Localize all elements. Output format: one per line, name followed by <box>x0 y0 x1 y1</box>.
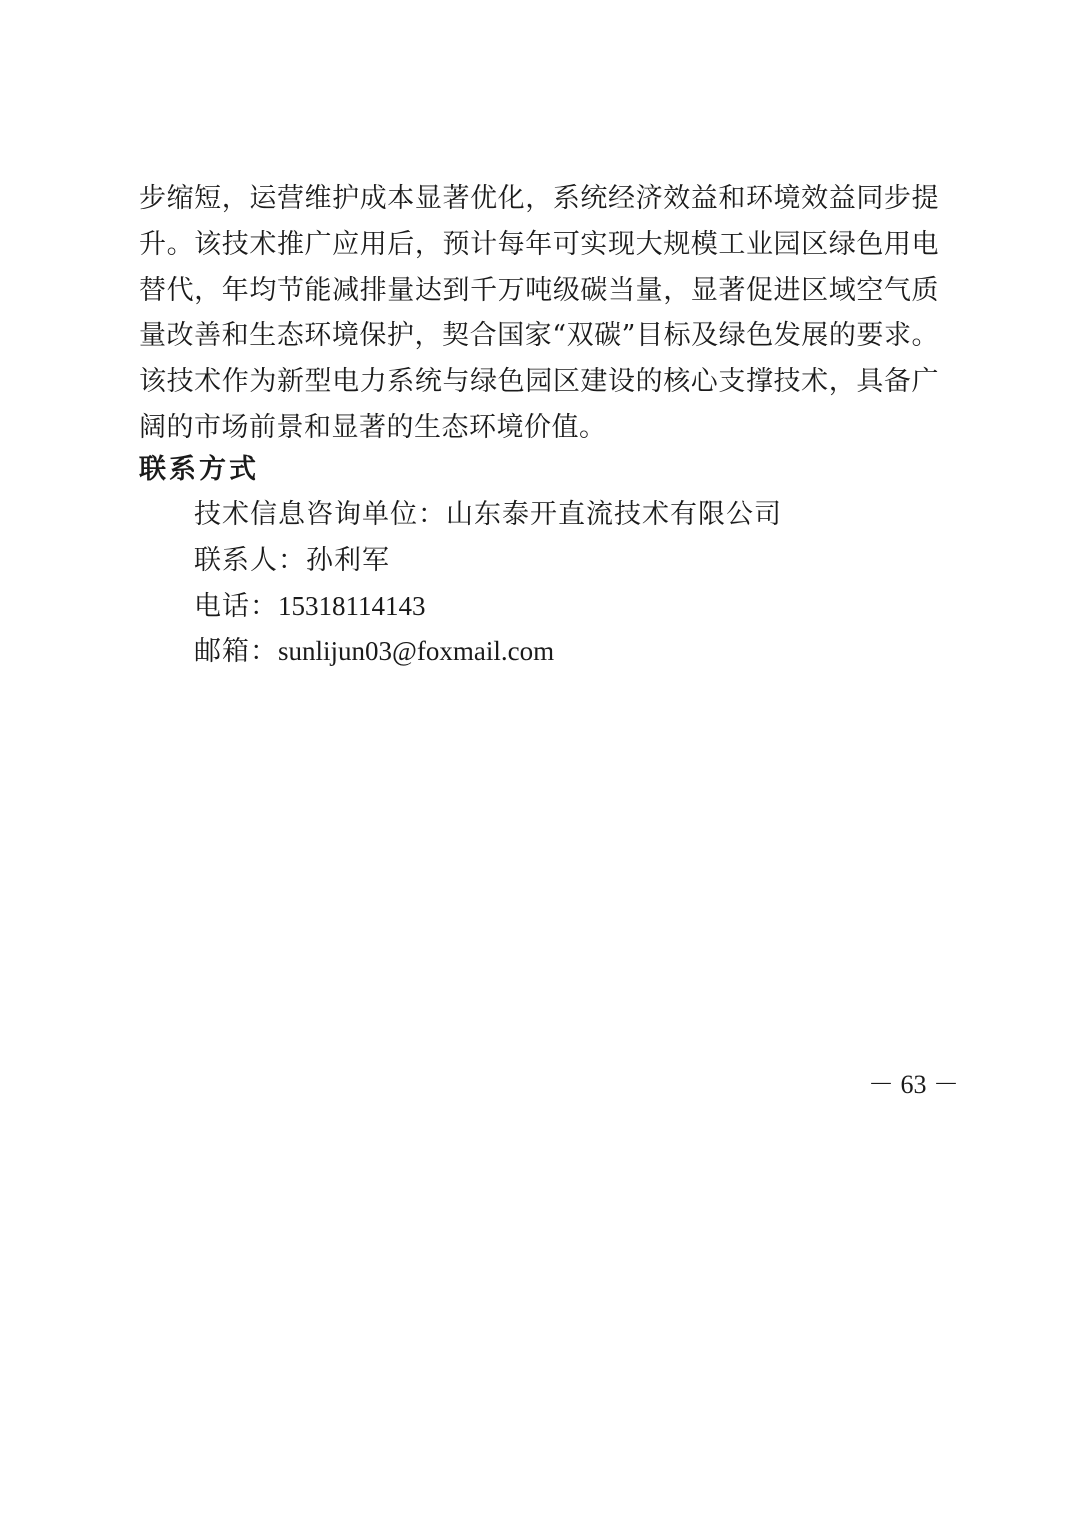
contact-email-label: 邮箱： <box>194 636 278 668</box>
contact-phone-row <box>194 584 894 630</box>
paragraph-line: 升。该技术推广应用后，预计每年可实现大规模工业园区绿色用电 <box>139 228 939 260</box>
contact-person-row <box>194 538 894 584</box>
paragraph-line: 该技术作为新型电力系统与绿色园区建设的核心支撑技术，具备广 <box>139 366 939 398</box>
contact-unit-row <box>194 492 894 538</box>
page-number: － 63 － <box>868 1070 960 1099</box>
contact-person-value: 孙利军 <box>306 544 390 576</box>
contact-info <box>194 492 894 675</box>
contact-unit-value: 山东泰开直流技术有限公司 <box>446 499 782 530</box>
contact-person-label: 联系人： <box>194 544 306 576</box>
paragraph-line: 量改善和生态环境保护，契合国家“双碳”目标及绿色发展的要求。 <box>139 320 939 352</box>
contact-email-row <box>194 629 894 675</box>
body-paragraph <box>139 176 939 451</box>
contact-email-value: sunlijun03@foxmail.com <box>278 636 555 667</box>
paragraph-line: 替代，年均节能减排量达到千万吨级碳当量，显著促进区域空气质 <box>139 274 939 306</box>
section-heading: 联系方式 <box>139 454 259 485</box>
paragraph-line: 步缩短，运营维护成本显著优化，系统经济效益和环境效益同步提 <box>139 183 939 214</box>
contact-phone-label: 电话： <box>194 590 278 622</box>
paragraph-line: 阔的市场前景和显著的生态环境价值。 <box>139 411 607 443</box>
contact-unit-label: 技术信息咨询单位： <box>194 499 446 530</box>
contact-phone-value: 15318114143 <box>278 590 426 621</box>
